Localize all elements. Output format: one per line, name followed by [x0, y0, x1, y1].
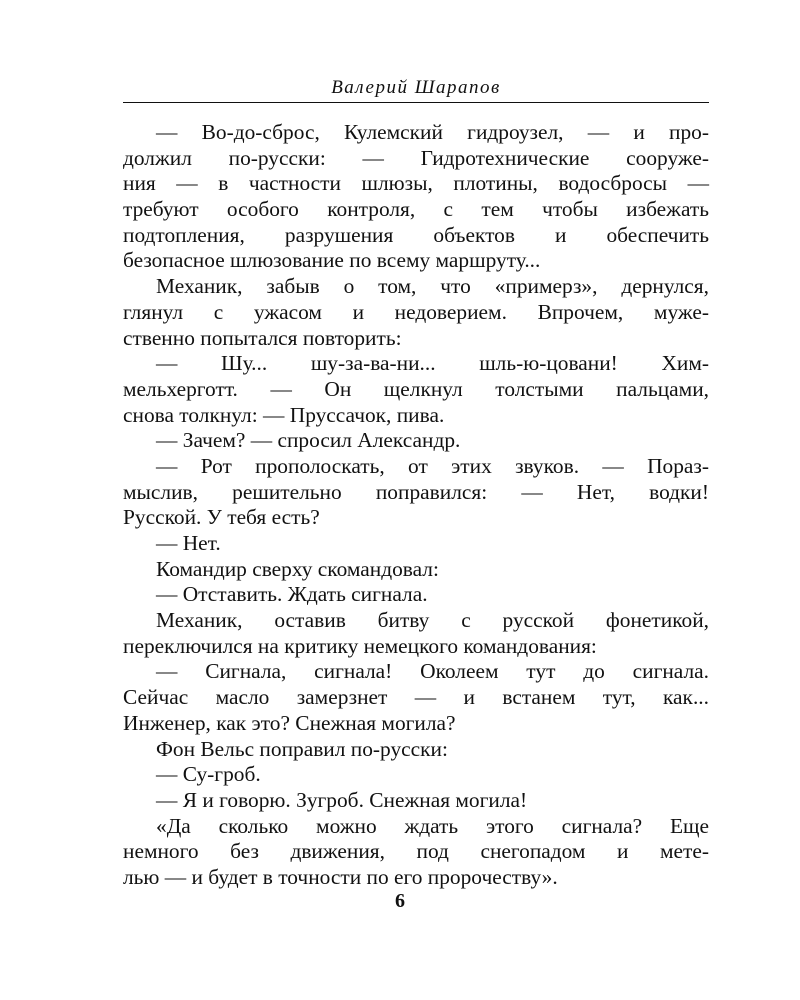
page-number: 6	[395, 890, 405, 912]
text-line: — Рот прополоскать, от этих звуков. — Пораз-	[156, 453, 709, 478]
text-line: должил по-русски: — Гидротехнические сооруже-	[123, 145, 709, 170]
text-line: немного без движения, под снегопадом и мете-	[123, 839, 709, 864]
paragraph	[123, 454, 709, 531]
text-line: Сейчас масло замерзнет — и встанем тут, как...	[123, 685, 709, 710]
text-line: подтопления, разрушения объектов и обеспечить	[123, 222, 709, 247]
text-line: мыслив, решительно поправился: — Нет, водки!	[123, 479, 709, 504]
paragraph	[123, 659, 709, 736]
text-line: мельхерготт. — Он щелкнул толстыми пальцами,	[123, 376, 709, 401]
body-text	[123, 120, 709, 891]
paragraph	[123, 351, 709, 428]
text-line: — Су-гроб.	[156, 762, 261, 787]
text-line: ния — в частности шлюзы, плотины, водосбросы —	[123, 171, 709, 196]
paragraph	[123, 428, 709, 454]
paragraph	[123, 531, 709, 557]
paragraph	[123, 762, 709, 788]
header-rule	[123, 102, 709, 103]
text-line: — Я и говорю. Зугроб. Снежная могила!	[156, 787, 528, 812]
text-line: — Сигнала, сигнала! Околеем тут до сигнала.	[156, 659, 709, 684]
text-line: безопасное шлюзование по всему маршруту...	[123, 248, 541, 273]
text-line: — Шу... шу-за-ва-ни... шль-ю-цовани! Хим-	[156, 351, 709, 376]
paragraph	[123, 557, 709, 583]
paragraph	[123, 814, 709, 891]
running-head-author: Валерий Шарапов	[331, 77, 501, 98]
text-line: Русской. У тебя есть?	[123, 505, 320, 530]
paragraph	[123, 120, 709, 274]
text-line: «Да сколько можно ждать этого сигнала? Еще	[156, 813, 709, 838]
paragraph	[123, 274, 709, 351]
text-line: — Отставить. Ждать сигнала.	[156, 582, 428, 607]
text-line: — Нет.	[156, 531, 221, 555]
paragraph	[123, 582, 709, 608]
text-line: — Во-до-сброс, Кулемский гидроузел, — и про-	[156, 120, 709, 144]
paragraph	[123, 737, 709, 763]
text-line: ственно попытался повторить:	[123, 325, 402, 350]
text-line: Командир сверху скомандовал:	[156, 556, 439, 581]
text-line: Механик, забыв о том, что «примерз», дернулся,	[156, 274, 709, 299]
text-line: — Зачем? — спросил Александр.	[156, 428, 461, 453]
paragraph	[123, 788, 709, 814]
text-line: лью — и будет в точности по его пророчеству».	[123, 864, 558, 889]
text-line: Фон Вельс поправил по-русски:	[156, 736, 448, 761]
text-line: Механик, оставив битву с русской фонетикой,	[156, 608, 709, 633]
text-line: Инженер, как это? Снежная могила?	[123, 710, 456, 735]
text-line: требуют особого контроля, с тем чтобы избежать	[123, 197, 709, 222]
text-line: глянул с ужасом и недоверием. Впрочем, муже-	[123, 299, 709, 324]
text-line: переключился на критику немецкого командования:	[123, 633, 597, 658]
paragraph	[123, 608, 709, 659]
text-line: снова толкнул: — Пруссачок, пива.	[123, 402, 445, 427]
